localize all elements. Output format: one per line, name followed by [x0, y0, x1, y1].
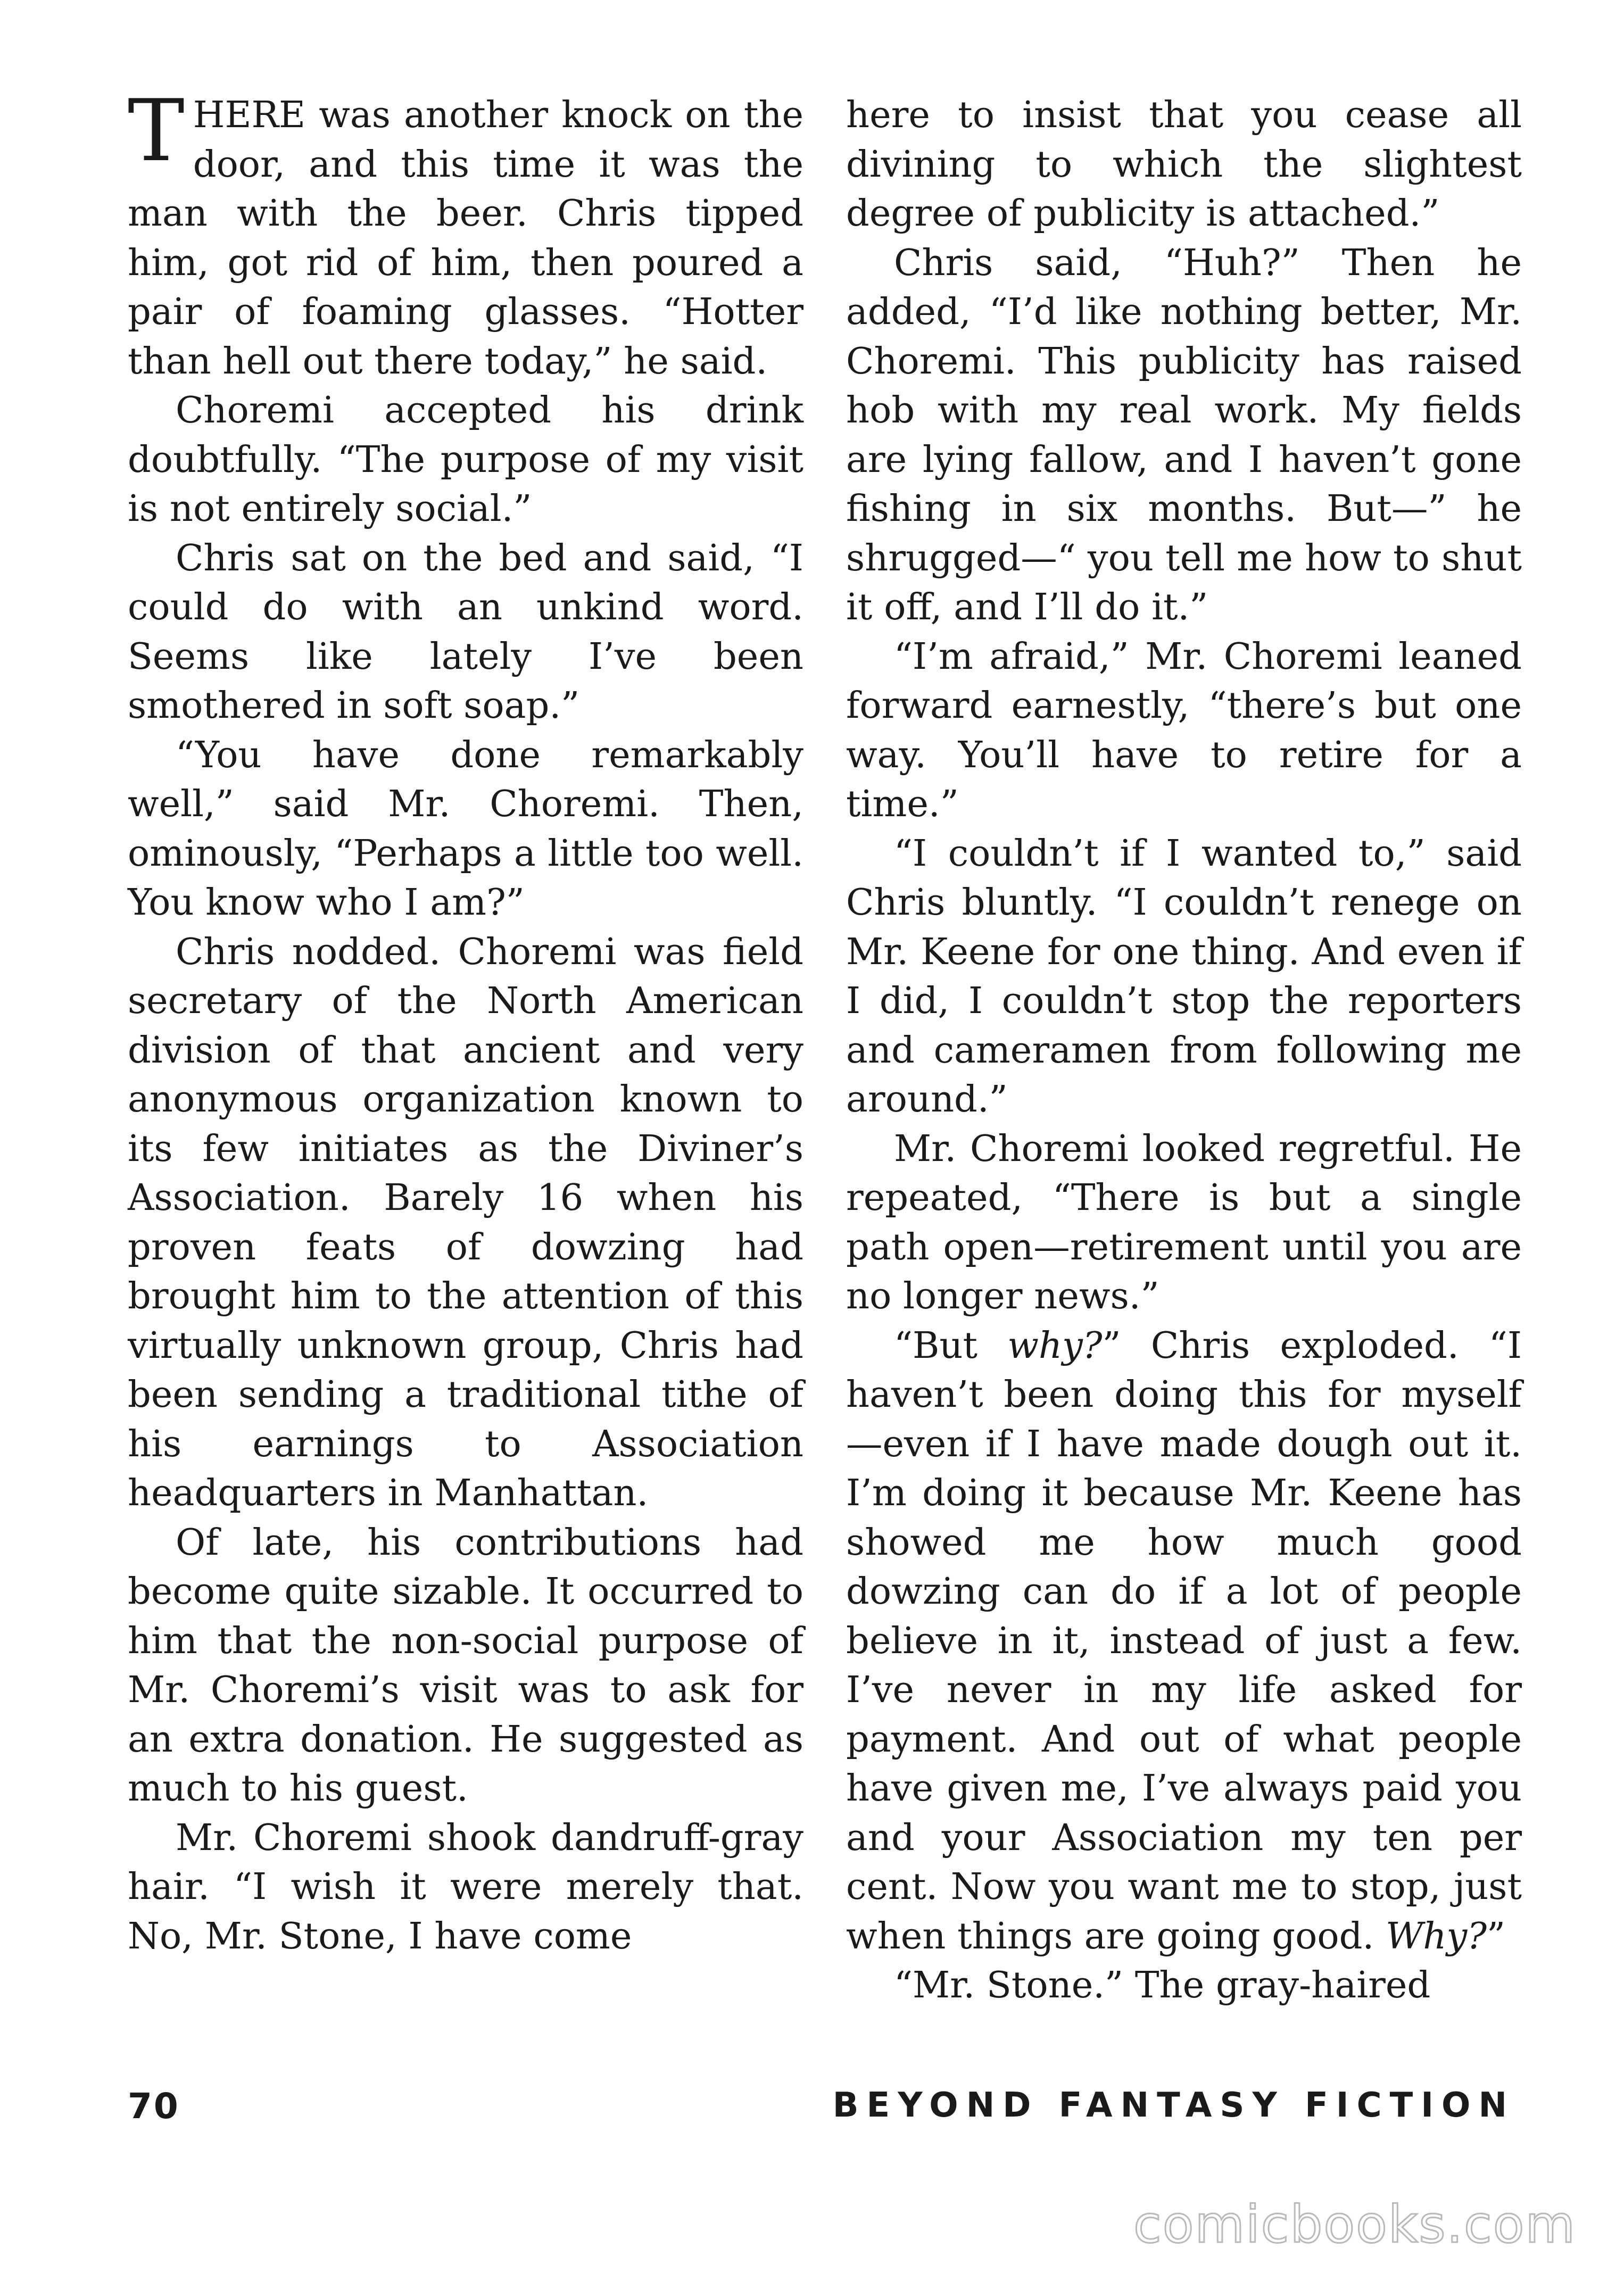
paragraph: “I’m afraid,” Mr. Choremi leaned forward earnestly, “there’s but one way. You’ll have to retire for a time.” — [846, 635, 1522, 825]
italic-text: Why? — [1386, 1914, 1487, 1957]
text-run: ” — [1486, 1914, 1505, 1957]
italic-text: why? — [1007, 1324, 1103, 1367]
paragraph: here to insist that you cease all divining to which the slightest degree of publicity is attached.” — [846, 94, 1522, 235]
drop-cap: T — [128, 81, 185, 180]
text-run: “But — [894, 1324, 1008, 1367]
paragraph: Chris nodded. Choremi was field secretary of the North American division of that ancient and very anonymous organization known to its few initiates as the Diviner’s Association. Barely 16 when his proven feats of dowzing had brought him to the attention of this virtually unknown group, Chris had been sending a traditional tithe of his earnings to Association headquarters in Manhattan. — [128, 930, 803, 1514]
magazine-title: BEYOND FANTASY FICTION — [832, 2086, 1515, 2125]
right-column — [846, 90, 1522, 2010]
paragraph: Mr. Choremi looked regretful. He repeated, “There is but a single path open—retirement until you are no longer news.” — [846, 1127, 1522, 1317]
paragraph: Chris sat on the bed and said, “I could do with an unkind word. Seems like lately I’ve been smothered in soft soap.” — [128, 536, 803, 727]
text-run: ” Chris exploded. “I haven’t been doing this for myself —even if I have made dough out it. I’m doing it because Mr. Keene has showed me how much good dowzing can do if a lot of people believe in it, instead of just a few. I’ve never in my life asked for payment. And out of what people have given me, I’ve always paid you and your Association my ten per cent. Now you want me to stop, just when things are going good. — [846, 1324, 1522, 1957]
watermark: comicbooks.com — [1133, 2195, 1576, 2254]
paragraph: Of late, his contributions had become quite sizable. It occurred to him that the non-social purpose of Mr. Choremi’s visit was to ask for an extra donation. He suggested as much to his guest. — [128, 1521, 803, 1810]
paragraph: Choremi accepted his drink doubtfully. “The purpose of my visit is not entirely social.” — [128, 389, 803, 530]
paragraph — [846, 1321, 1522, 1961]
paragraph: “Mr. Stone.” The gray-haired — [894, 1964, 1431, 2006]
paragraph: “You have done remarkably well,” said Mr. Choremi. Then, ominously, “Perhaps a little too well. You know who I am?” — [128, 733, 803, 924]
paragraph — [128, 81, 803, 386]
paragraph-text: HERE was another knock on the door, and this time it was the man with the beer. Chris tipped him, got rid of him, then poured a pair of foaming glasses. “Hotter than hell out there today,” he said. — [128, 94, 803, 383]
paragraph: Mr. Choremi shook dandruff-gray hair. “I wish it were merely that. No, Mr. Stone, I have come — [128, 1816, 803, 1957]
page-number: 70 — [128, 2086, 180, 2127]
paragraph: “I couldn’t if I wanted to,” said Chris bluntly. “I couldn’t renege on Mr. Keene for one thing. And even if I did, I couldn’t stop the reporters and cameramen from following me around.” — [846, 832, 1522, 1121]
paragraph: Chris said, “Huh?” Then he added, “I’d like nothing better, Mr. Choremi. This publicity has raised hob with my real work. My fields are lying fallow, and I haven’t gone fishing in six months. But—” he shrugged—“ you tell me how to shut it off, and I’ll do it.” — [846, 241, 1522, 628]
left-column — [128, 81, 803, 1961]
